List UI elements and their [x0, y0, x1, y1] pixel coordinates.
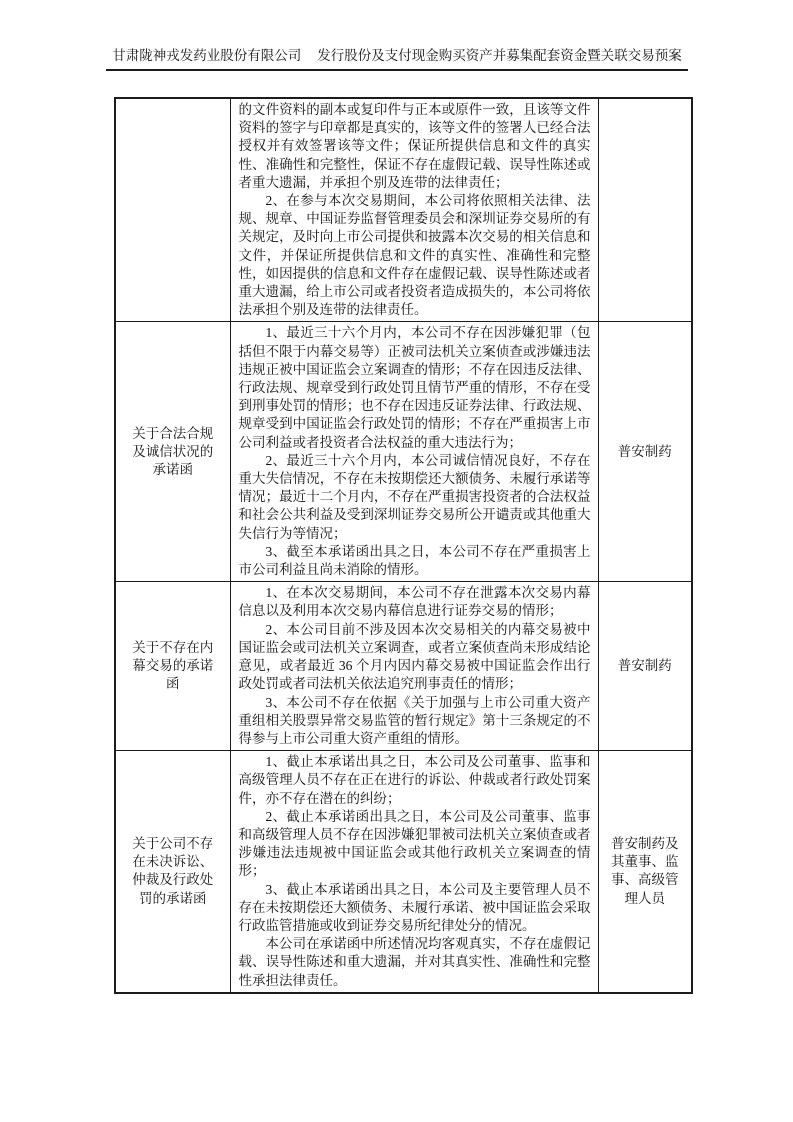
commitment-content-cell — [230, 322, 598, 582]
paragraph: 2、截止本承诺函出具之日，本公司及公司董事、监事和高级管理人员不存在因涉嫌犯罪被司法机关立案侦查或者涉嫌违法违规被中国证监会或其他行政机关立案调查的情形； — [238, 808, 591, 879]
document-title: 发行股份及支付现金购买资产并募集配套资金暨关联交易预案 — [317, 48, 682, 63]
page-header — [106, 46, 688, 71]
table-row — [115, 322, 692, 582]
commitment-name-cell: 关于不存在内幕交易的承诺函 — [115, 582, 230, 751]
commitment-name-cell — [115, 98, 230, 322]
commitment-name-cell: 关于公司不存在未决诉讼、仲裁及行政处罚的承诺函 — [115, 751, 230, 993]
paragraph: 2、本公司目前不涉及因本次交易相关的内幕交易被中国证监会或司法机关立案调查，或者立案侦查尚未形成结论意见，或者最近 36 个月内因内幕交易被中国证监会作出行政处罚或者司法机关依法追究刑事责任的情形； — [238, 621, 591, 692]
paragraph: 本公司在承诺函中所述情况均客观真实，不存在虚假记载、误导性陈述和重大遗漏，并对其真实性、准确性和完整性承担法律责任。 — [238, 936, 591, 988]
paragraph: 的文件资料的副本或复印件与正本或原件一致，且该等文件资料的签字与印章都是真实的，该等文件的签署人已经合法授权并有效签署该等文件；保证所提供信息和文件的真实性、准确性和完整性，保证不存在虚假记载、误导性陈述或者重大遗漏，并承担个别及连带的法律责任； — [238, 102, 591, 190]
paragraph: 1、在本次交易期间，本公司不存在泄露本次交易内幕信息以及利用本次交易内幕信息进行证券交易的情形； — [238, 585, 591, 619]
paragraph: 3、截止本承诺函出具之日，本公司及主要管理人员不存在未按期偿还大额债务、未履行承诺、被中国证监会采取行政监管措施或收到证券交易所纪律处分的情况。 — [238, 881, 591, 933]
commitment-content-cell — [230, 98, 598, 322]
commitment-content-cell — [230, 751, 598, 993]
commitment-content-cell — [230, 582, 598, 751]
commitment-name-cell: 关于合法合规及诚信状况的承诺函 — [115, 322, 230, 582]
paragraph: 1、最近三十六个月内，本公司不存在因涉嫌犯罪（包括但不限于内幕交易等）正被司法机关立案侦查或涉嫌违法违规正被中国证监会立案调查的情形；不存在因违反法律、行政法规、规章受到行政处罚且情节严重的情形，不存在受到刑事处罚的情形；也不存在因违反证券法律、行政法规、规章受到中国证监会行政处罚的情形；不存在严重损害上市公司利益或者投资者合法权益的重大违法行为； — [238, 325, 591, 450]
paragraph: 2、在参与本次交易期间，本公司将依照相关法律、法规、规章、中国证券监督管理委员会和深圳证券交易所的有关规定，及时向上市公司提供和披露本次交易的相关信息和文件，并保证所提供信息和文件的真实性、准确性和完整性，如因提供的信息和文件存在虚假记载、误导性陈述或者重大遗漏，给上市公司或者投资者造成损失的，本公司将依法承担个别及连带的法律责任。 — [238, 193, 591, 318]
table-row — [115, 98, 692, 322]
commitment-party-cell: 普安制药 — [598, 322, 692, 582]
commitment-party-cell — [598, 98, 692, 322]
paragraph: 1、截止本承诺出具之日，本公司及公司董事、监事和高级管理人员不存在正在进行的诉讼、仲裁或者行政处罚案件，亦不存在潜在的纠纷； — [238, 754, 591, 806]
commitment-table — [114, 97, 693, 994]
commitment-party-cell: 普安制药 — [598, 582, 692, 751]
paragraph: 3、本公司不存在依据《关于加强与上市公司重大资产重组相关股票异常交易监管的暂行规定》第十三条规定的不得参与上市公司重大资产重组的情形。 — [238, 694, 591, 746]
table-row — [115, 751, 692, 993]
table-row — [115, 582, 692, 751]
paragraph: 2、最近三十六个月内，本公司诚信情况良好，不存在重大失信情况，不存在未按期偿还大额债务、未履行承诺等情况；最近十二个月内，不存在严重损害投资者的合法权益和社会公共利益及受到深圳证券交易所公开谴责或其他重大失信行为等情况； — [238, 452, 591, 541]
commitment-table-body — [115, 98, 692, 993]
paragraph: 3、截至本承诺函出具之日，本公司不存在严重损害上市公司利益且尚未消除的情形。 — [238, 543, 591, 578]
commitment-party-cell: 普安制药及其董事、监事、高级管理人员 — [598, 751, 692, 993]
company-name: 甘肃陇神戎发药业股份有限公司 — [112, 48, 302, 63]
